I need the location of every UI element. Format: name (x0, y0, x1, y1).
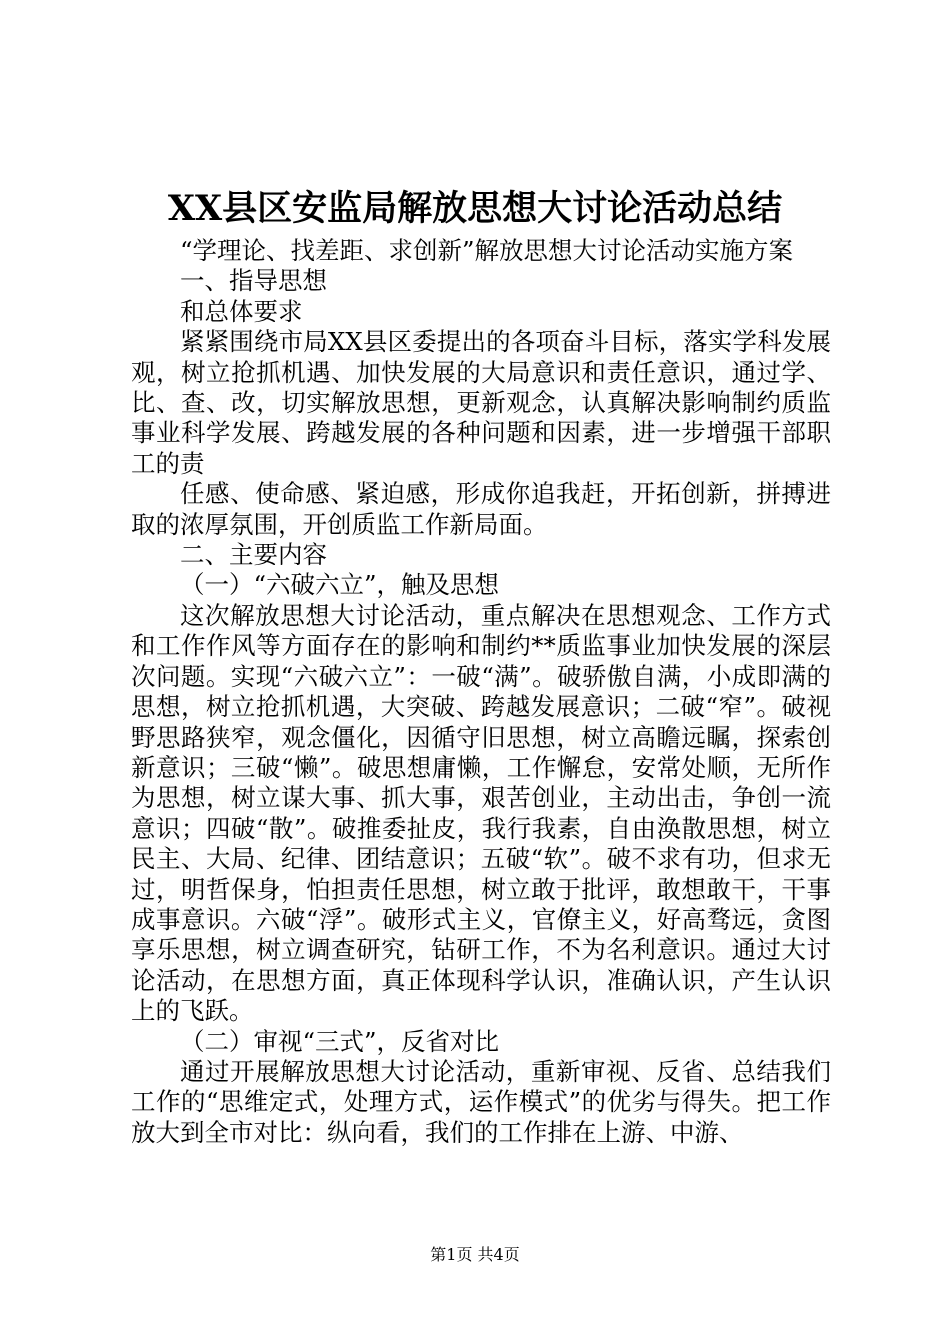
paragraph: 紧紧围绕市局XX县区委提出的各项奋斗目标，落实学科发展观，树立抢抓机遇、加快发展的大局意识和责任意识，通过学、比、查、改，切实解放思想，更新观念，认真解决影响制约质监事业科学发展、跨越发展的各种问题和因素，进一步增强干部职工的责 (131, 327, 831, 478)
page-number-footer: 第1页 共4页 (430, 1245, 520, 1264)
document-body (131, 236, 831, 1148)
paragraph: 这次解放思想大讨论活动，重点解决在思想观念、工作方式和工作作风等方面存在的影响和制约**质监事业加快发展的深层次问题。实现“六破六立”：一破“满”。破骄傲自满，小成即满的思想，树立抢抓机遇，大突破、跨越发展意识；二破“窄”。破视野思路狭窄，观念僵化，因循守旧思想，树立高瞻远瞩，探索创新意识；三破“懒”。破思想庸懒，工作懈怠，安常处顺，无所作为思想，树立谋大事、抓大事，艰苦创业，主动出击，争创一流意识；四破“散”。破推委扯皮，我行我素，自由涣散思想，树立民主、大局、纪律、团结意识；五破“软”。破不求有功，但求无过，明哲保身，怕担责任思想，树立敢于批评，敢想敢干，干事成事意识。六破“浮”。破形式主义，官僚主义，好高骛远，贪图享乐思想，树立调查研究，钻研工作，不为名利意识。通过大讨论活动，在思想方面，真正体现科学认识，准确认识，产生认识上的飞跃。 (131, 600, 831, 1026)
section-heading: 二、主要内容 (180, 540, 327, 570)
subsection-heading: （二）审视“三式”，反省对比 (180, 1026, 500, 1056)
document-title: XX县区安监局解放思想大讨论活动总结 (167, 188, 783, 229)
section-heading: 一、指导思想 (180, 266, 327, 296)
paragraph: 和总体要求 (180, 296, 303, 326)
subsection-heading: （一）“六破六立”，触及思想 (180, 570, 500, 600)
paragraph: 任感、使命感、紧迫感，形成你追我赶，开拓创新，拼搏进取的浓厚氛围，开创质监工作新局面。 (131, 479, 831, 539)
paragraph: “学理论、找差距、求创新”解放思想大讨论活动实施方案 (180, 236, 794, 265)
paragraph: 通过开展解放思想大讨论活动，重新审视、反省、总结我们工作的“思维定式，处理方式，运作模式”的优劣与得失。把工作放大到全市对比：纵向看，我们的工作排在上游、中游、 (131, 1056, 831, 1147)
